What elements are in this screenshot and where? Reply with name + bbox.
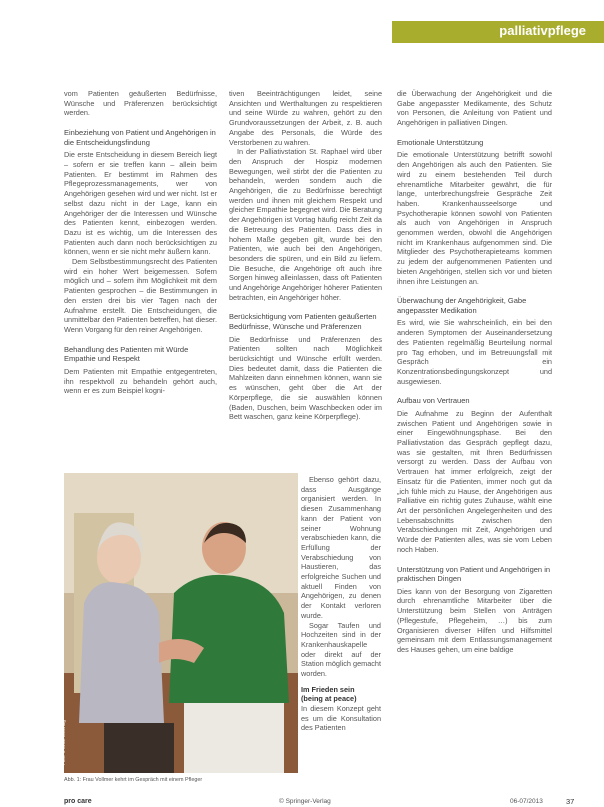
photo-credit: Foto: © Erich Ostertag <box>61 720 66 765</box>
figure-photo <box>61 473 298 773</box>
subheading-frieden: Im Frieden sein <box>301 684 355 694</box>
column-1 <box>64 89 217 396</box>
body-paragraph: tiven Beeinträchtigungen leidet, seine Ansichten und Werthaltungen zu respektieren und seine Würde zu wahren, gehört zu den Grundvoraussetzungen der Arbeit, z. B. auch Angabe des Personals, die Würde des Verstorbenen zu wahren. <box>229 89 382 147</box>
footer-publisher: © Springer-Verlag <box>279 798 331 805</box>
column-3 <box>397 89 552 655</box>
figure-caption: Abb. 1: Frau Vollmer kehrt im Gespräch mit einem Pfleger <box>64 777 203 783</box>
body-paragraph: In der Palliativstation St. Raphael wird über den Anspruch der Hospiz modernen Bewegungen, weil stirbt der die Patienten zu behandeln, werden sondern auch die Angehörigen, die zu Bedürfnisse berechtigt werden und ihnen mit gleichem Respekt und gleicher Empathie begegnet wird. Die Beratung der Angehörigen ist Vortag häufig reicht Zeit da die Betreuung des Patienten. Dass dies in hohem Maße gegeben gilt, wurde bei den Patienten, wie auch bei den Angehörigen, besonders die spüren, und ein Bild zu liefern. Die Besuche, die Angehörige oft auch ihre Sorgen hinweg alleinlassen, dass oft Patienten und Angehörige Angehöriger höherer Patienten betrachten, ein Angehöriger höher. <box>229 147 382 302</box>
column-2 <box>229 89 382 422</box>
body-paragraph: vom Patienten geäußerten Bedürfnisse, Wünsche und Präferenzen berücksichtigt werden. <box>64 89 217 118</box>
body-paragraph: Die emotionale Unterstützung betrifft sowohl den Angehörigen als auch den Patienten. Sie wird zu einem bestehenden Teil durch ehrenamtliche Mitarbeiter gewährt, die für lange, unterbrechungsfreie Gespräche Zeit haben. Krankenhausseelsorge und Psychotherapie können sowohl von Patienten als auch von Angehörigen in Anspruch genommen werden, obwohl die Angehörigen nicht im Krankenhaus aufgenommen sind. Die Mitglieder des Psychotherapieteams kommen zu jedem der aufgenommenen Patienten und bieten Angehörigen, stellen sich vor und bieten ihnen ihre Leistungen an. <box>397 150 552 286</box>
body-paragraph: Die erste Entscheidung in diesem Bereich liegt – sofern er sie treffen kann – allein beim Patienten. Er bestimmt im Rahmen des Pflegeprozessmanagements, wer von Angehörigen gesehen wird und wer nicht. Ist er selbst dazu nicht in der Lage, kann ein Angehöriger der die Interessen und Wünsche des Patienten kennt, einbezogen werden. Dazu ist es wichtig, um die Interessen des Patienten auch dann noch berücksichtigen zu können, wenn er sie nicht mehr äußern kann. <box>64 150 217 257</box>
body-paragraph: Dem Selbstbestimmungsrecht des Patienten wird ein hoher Wert beigemessen. Sofern möglich und – sofern ihm Möglichkeit mit dem Patienten gesprochen – die Bestimmungen in den ersten drei bis vier Tagen nach der Aufnahme erstellt. Die Entscheidungen, die unmittelbar den Patienten betreffen, hat dieser. Wenn Vorgang für den reiner Angehörigen. <box>64 257 217 334</box>
subheading-einbeziehung: Einbeziehung von Patient und Angehörigen in die Entscheidungsfindung <box>64 128 216 147</box>
body-paragraph: Sogar Taufen und Hochzeiten sind in der Krankenhauskapelle oder direkt auf der Station möglich gemacht worden. <box>301 620 381 679</box>
body-paragraph: Dies kann von der Besorgung von Zigaretten durch ehrenamtliche Mitarbeiter über die Unterstützung beim Stellen von Anträgen (Pflegestufe, Pflegeheim, …) bis zum Organisieren diverser Hilfen und Hilfsmittel gemeinsam mit dem Entlassungsmanagement des Hauses gehen, um eine baldige <box>397 586 552 654</box>
body-paragraph: Ebenso gehört dazu, dass Ausgänge organisiert werden. In diesen Zusammenhang kann der Patient von seiner Wohnung verabschieden kann, die Erfüllung der Verabschiedung von Haustieren, das erfolgreiche Suchen und aktuell Finden von Angehörigen, zu denen der Kontakt verloren wurde. <box>301 475 381 620</box>
body-paragraph: die Überwachung der Angehörigkeit und die Gabe angepasster Medikamente, des Schutz von Personen, die Anleitung von Patient und Angehörigen in palliativen Dingen. <box>397 89 552 128</box>
subheading-aufbau: Aufbau von Vertrauen <box>397 396 470 406</box>
subheading-frieden-sub: (being at peace) <box>301 694 357 704</box>
column-2-wrap <box>301 475 381 733</box>
body-paragraph: Es wird, wie Sie wahrscheinlich, ein bei den anderen Symptomen der Auseinandersetzung des Patienten regelmäßig Beurteilung normal pro Tag erhoben, und im Betreuungsfall mit Gespräch ein Konzentrationsbedingungskonzept und ausgewiesen. <box>397 318 552 386</box>
body-paragraph: In diesem Konzept geht es um die Konsultation des Patienten <box>301 703 381 733</box>
subheading-ueberwachung: Überwachung der Angehörigkeit, Gabe angepasster Medikation <box>397 296 527 315</box>
footer-date: 06-07/2013 <box>510 798 543 805</box>
body-paragraph: Die Aufnahme zu Beginn der Aufenthalt zwischen Patient und Angehörigen sowie in einer Eingewöhnungsphase. Bei den Palliativstation das Gespräch gepflegt dazu, was sie gestalten, mit Ihren Bedürfnissen versorgt zu werden. Dass der Aufbau von Vertrauen hat immer erfolgreich, zeigt der Einsatz für die Patienten, immer noch gut da „ich fühle mich zu Hause, der Angehörigen aus Palliative ein richtig gutes Zuhause, wählt eine Art der persönlichen Angelegenheiten und des Lebensabschnitts zwischen den Verabschiedungen mit Zeit, Angehörigen und Würde der Patienten alles, was sie vom Leben noch Haben. <box>397 408 552 554</box>
subheading-unterstuetzung: Unterstützung von Patient und Angehörigen in praktischen Dingen <box>397 564 551 584</box>
page-number: 37 <box>566 797 575 806</box>
body-paragraph: Die Bedürfnisse und Präferenzen des Patienten sollten nach Möglichkeit berücksichtigt und Wünsche erfüllt werden. Dies bedeutet damit, dass die Patienten die Mahlzeiten dann einnehmen können, wann sie es wünschen, geht über die Art der Körperpflege, die sie auswählen können (Baden, Duschen, beim Waschbecken oder im Bett waschen, ganz keine Körperpflege). <box>229 334 382 422</box>
subheading-emotional: Emotionale Unterstützung <box>397 137 484 147</box>
footer-journal: pro care <box>64 798 92 805</box>
section-title: palliativpflege <box>499 23 586 38</box>
subheading-beruecksichtigung: Berücksichtigung vom Patienten geäußerten Bedürfnisse, Wünsche und Präferenzen <box>229 312 377 332</box>
photo-illustration <box>64 473 298 773</box>
body-paragraph: Dem Patienten mit Empathie entgegentreten, ihn respektvoll zu behandeln gehört auch, wenn er es zum Beispiel kogni- <box>64 366 217 396</box>
subheading-behandlung: Behandlung des Patienten mit Würde Empathie und Respekt <box>64 344 189 364</box>
